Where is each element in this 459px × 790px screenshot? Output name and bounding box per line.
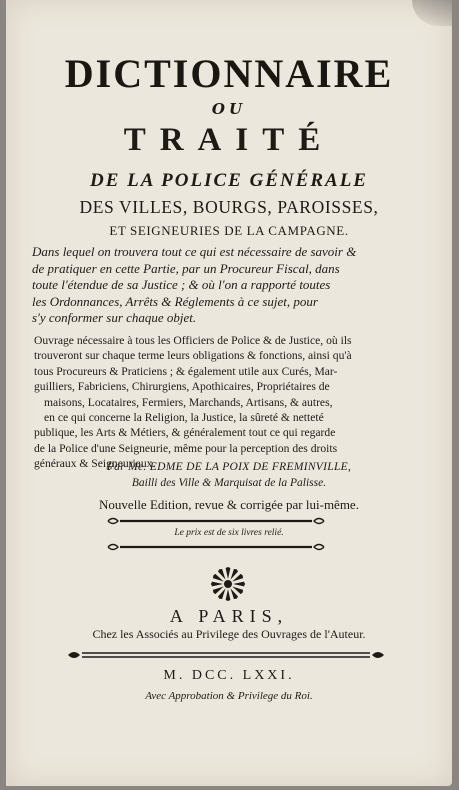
publisher-line: Chez les Associés au Privilege des Ouvrages de l'Auteur. xyxy=(92,627,366,641)
description-line: publique, les Arts & Métiers, & généralement tout ce qui regarde xyxy=(34,426,336,440)
book-title-traite: TRAITÉ xyxy=(123,122,335,158)
folded-corner xyxy=(412,0,452,26)
author-title: Bailli des Ville & Marquisat de la Palisse. xyxy=(131,477,327,489)
place-of-publication: A PARIS, xyxy=(169,606,289,626)
description-line: généraux & Seigneuriaux. xyxy=(34,457,156,471)
subtitle-seigneuries: ET SEIGNEURIES DE LA CAMPAGNE. xyxy=(109,223,349,238)
title-page xyxy=(6,0,452,786)
edition-line: Nouvelle Edition, revue & corrigée par lui-même. xyxy=(99,497,359,512)
ornamental-rule xyxy=(106,542,326,552)
approbation-line: Avec Approbation & Privilege du Roi. xyxy=(145,690,313,702)
description-line: en ce qui concerne la Religion, la Justice, la sûreté & netteté xyxy=(44,411,324,425)
ornamental-rule-long xyxy=(66,649,386,661)
publication-date: M. DCC. LXXI. xyxy=(163,668,295,683)
description-line: Ouvrage nécessaire à tous les Officiers de Police & de Justice, où ils xyxy=(34,334,352,347)
intro-line: toute l'étendue de sa Justice ; & où l'on a rapporté toutes xyxy=(32,277,331,292)
description-paragraph xyxy=(34,333,434,472)
fleuron-ornament-icon xyxy=(210,566,246,602)
description-line: maisons, Locataires, Fermiers, Marchands, Artisans, & autres, xyxy=(44,395,333,409)
intro-paragraph xyxy=(32,244,432,327)
description-line: guilliers, Fabriciens, Chirurgiens, Apothicaires, Propriétaires de xyxy=(34,380,330,394)
description-line: trouveront sur chaque terme leurs obligations & fonctions, ainsi qu'à xyxy=(34,349,352,363)
subtitle-police: DE LA POLICE GÉNÉRALE xyxy=(90,170,368,191)
subtitle-villes: DES VILLES, BOURGS, PAROISSES, xyxy=(79,197,379,217)
ornamental-rule xyxy=(106,516,326,526)
intro-line: s'y conformer sur chaque objet. xyxy=(32,310,197,325)
author-line: Par Me. EDME DE LA POIX DE FREMINVILLE, xyxy=(106,461,352,473)
intro-line: les Ordonnances, Arrêts & Réglements à ce sujet, pour xyxy=(32,293,318,309)
description-line: tous Procureurs & Praticiens ; & également utile aux Curés, Mar- xyxy=(34,364,338,378)
intro-line: Dans lequel on trouvera tout ce qui est nécessaire de savoir & xyxy=(32,244,357,259)
description-line: de la Police d'une Seigneurie, même pour la perception des droits xyxy=(34,441,338,455)
intro-line: de pratiquer en cette Partie, par un Procureur Fiscal, dans xyxy=(32,260,340,276)
book-title: DICTIONNAIRE xyxy=(64,51,394,96)
title-conjunction: OU xyxy=(211,100,247,118)
price-note: Le prix est de six livres relié. xyxy=(174,528,284,538)
